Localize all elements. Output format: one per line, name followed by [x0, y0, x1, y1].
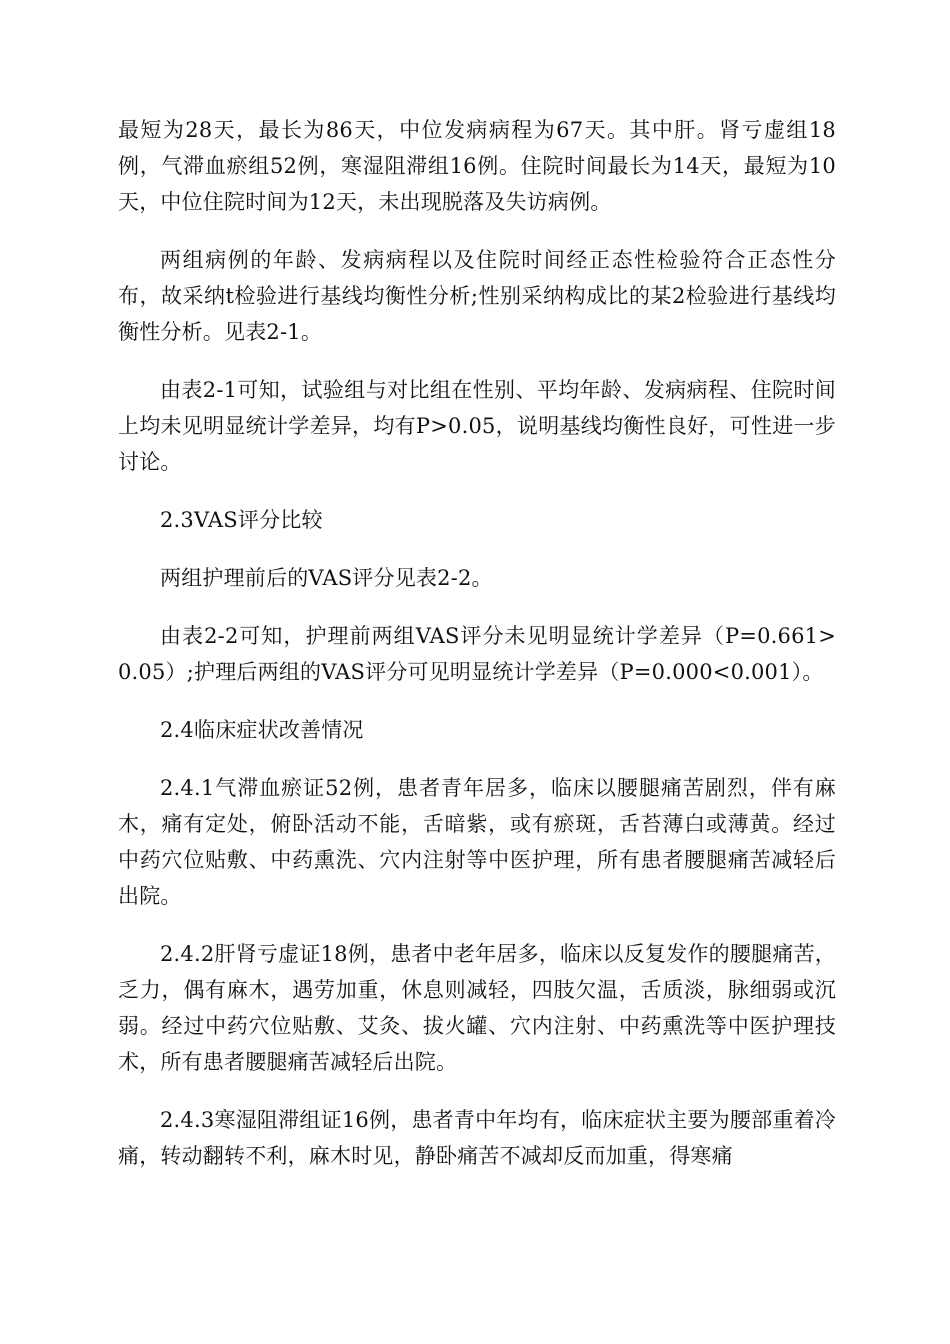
paragraph-vas-result: 由表2-2可知，护理前两组VAS评分未见明显统计学差异（P=0.661>0.05）;护理后两组的VAS评分可见明显统计学差异（P=0.000<0.001）。 — [118, 624, 836, 684]
paragraph-qi-stagnation: 2.4.1气滞血瘀证52例，患者青年居多，临床以腰腿痛苦剧烈，伴有麻木，痛有定处，俯卧活动不能，舌暗紫，或有瘀斑，舌苔薄白或薄黄。经过中药穴位贴敷、中药熏洗、穴内注射等中医护理，所有患者腰腿痛苦减轻后出院。 — [118, 776, 836, 908]
paragraph-vas-table: 两组护理前后的VAS评分见表2-2。 — [160, 566, 493, 590]
paragraph-cold-damp: 2.4.3寒湿阻滞组证16例，患者青中年均有，临床症状主要为腰部重着冷痛，转动翻转不利，麻木时见，静卧痛苦不减却反而加重，得寒痛 — [118, 1108, 836, 1168]
document-page — [118, 112, 836, 1196]
paragraph-baseline-result: 由表2-1可知，试验组与对比组在性别、平均年龄、发病病程、住院时间上均未见明显统计学差异，均有P>0.05，说明基线均衡性良好，可性进一步讨论。 — [118, 378, 836, 474]
section-heading-symptoms: 2.4临床症状改善情况 — [160, 718, 364, 742]
paragraph-continuation: 最短为28天，最长为86天，中位发病病程为67天。其中肝。肾亏虚组18例，气滞血瘀组52例，寒湿阻滞组16例。住院时间最长为14天，最短为10天，中位住院时间为12天，未出现脱落及失访病例。 — [118, 118, 836, 214]
paragraph-liver-kidney: 2.4.2肝肾亏虚证18例，患者中老年居多，临床以反复发作的腰腿痛苦，乏力，偶有麻木，遇劳加重，休息则减轻，四肢欠温，舌质淡，脉细弱或沉弱。经过中药穴位贴敷、艾灸、拔火罐、穴内注射、中药熏洗等中医护理技术，所有患者腰腿痛苦减轻后出院。 — [118, 942, 836, 1074]
section-heading-vas: 2.3VAS评分比较 — [160, 508, 323, 532]
paragraph-baseline-method: 两组病例的年龄、发病病程以及住院时间经正态性检验符合正态性分布，故采纳t检验进行基线均衡性分析;性别采纳构成比的某2检验进行基线均衡性分析。见表2-1。 — [118, 248, 836, 344]
